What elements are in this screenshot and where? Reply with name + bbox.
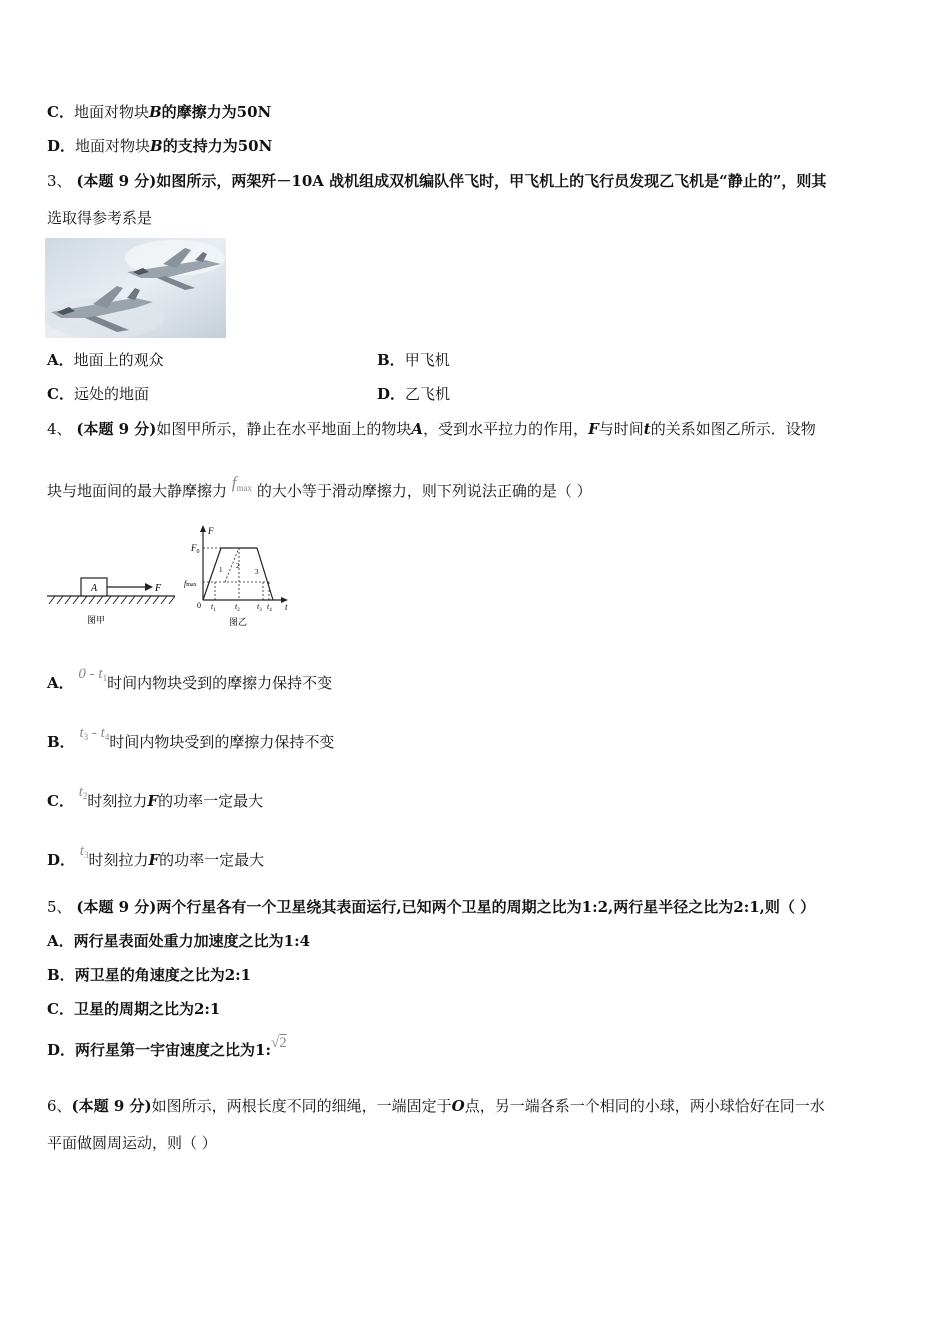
t2-tick: $t_2$ [235,602,240,613]
figure-yi [184,525,288,628]
t1-tick: $t_1$ [211,602,216,613]
y-axis-arrow-icon [200,525,206,532]
q5-stem: 5、 (本题 9 分)两个行星各有一个卫星绕其表面运行,已知两个卫星的周期之比为1:2,两行星半径之比为2:1,则（ ） [47,898,816,916]
q4-stem-line1: 4、 (本题 9 分)如图甲所示，静止在水平地面上的物块A，受到水平拉力的作用，F与时间t的关系如图乙所示．设物 [47,420,816,438]
force-arrow-icon [145,583,153,591]
q6-stem-line1: 6、(本题 9 分)如图所示，两根长度不同的细绳，一端固定于O点，另一端各系一个相同的小球，两小球恰好在同一水 [47,1097,825,1115]
q5-option-b: B．两卫星的角速度之比为2:1 [47,966,252,984]
q2-option-d: D．地面对物块B的支持力为50N [47,137,273,155]
svg-text:0: 0 [197,601,201,610]
svg-text:t: t [285,602,288,612]
q4-option-a: A． $0 - t_1$时间内物块受到的摩擦力保持不变 [47,666,333,692]
svg-text:2: 2 [236,562,240,570]
t4-tick: $t_4$ [267,602,272,613]
svg-text:图甲: 图甲 [87,616,106,626]
q4-option-c: C． $t_2$时刻拉力F的功率一定最大 [47,784,264,810]
svg-text:3: 3 [255,568,259,576]
q5-option-a: A．两行星表面处重力加速度之比为1:4 [47,932,311,950]
q3-stem-line1: 3、 (本题 9 分)如图所示，两架歼－10A 战机组成双机编队伴飞时，甲飞机上的飞行员发现乙飞机是“静止的”，则其 [47,172,827,190]
q4-option-b: B． $t_3 - t_4$时间内物块受到的摩擦力保持不变 [47,725,335,751]
svg-text:图乙: 图乙 [229,618,248,628]
force-curve [203,548,273,600]
fmax-axis-label: fmax [184,579,197,588]
jets-photo [45,238,226,338]
q4-option-d: D． $t_3$时刻拉力F的功率一定最大 [47,843,265,869]
f0-label: $F_0$ [191,543,200,555]
q5-option-c: C．卫星的周期之比为2:1 [47,1000,221,1018]
svg-text:F: F [208,526,214,536]
q4-figure [45,524,305,632]
q6-stem-line2: 平面做圆周运动，则（ ） [47,1134,217,1152]
q3-option-d: D．乙飞机 [377,385,451,403]
svg-text:A: A [91,583,98,594]
svg-text:1: 1 [219,566,223,574]
fmax-symbol: $f_{max}$ [231,473,253,493]
q3-stem-line2: 选取得参考系是 [47,209,153,227]
svg-text:F: F [155,583,162,594]
q2-option-c: C．地面对物块B的摩擦力为50N [47,103,272,121]
q3-option-c: C．远处的地面 [47,385,149,403]
sqrt-symbol: √2 [271,1035,287,1051]
t3-tick: $t_3$ [257,602,262,613]
q3-option-a: A．地面上的观众 [47,351,164,369]
q3-option-b: B．甲飞机 [377,351,450,369]
q4-stem-line2: 块与地面间的最大静摩擦力 $f_{max}$ 的大小等于滑动摩擦力，则下列说法正确的是（ ） [47,473,592,500]
q5-option-d: D．两行星第一宇宙速度之比为1:√2 [47,1035,287,1059]
figure-jia [47,578,175,626]
